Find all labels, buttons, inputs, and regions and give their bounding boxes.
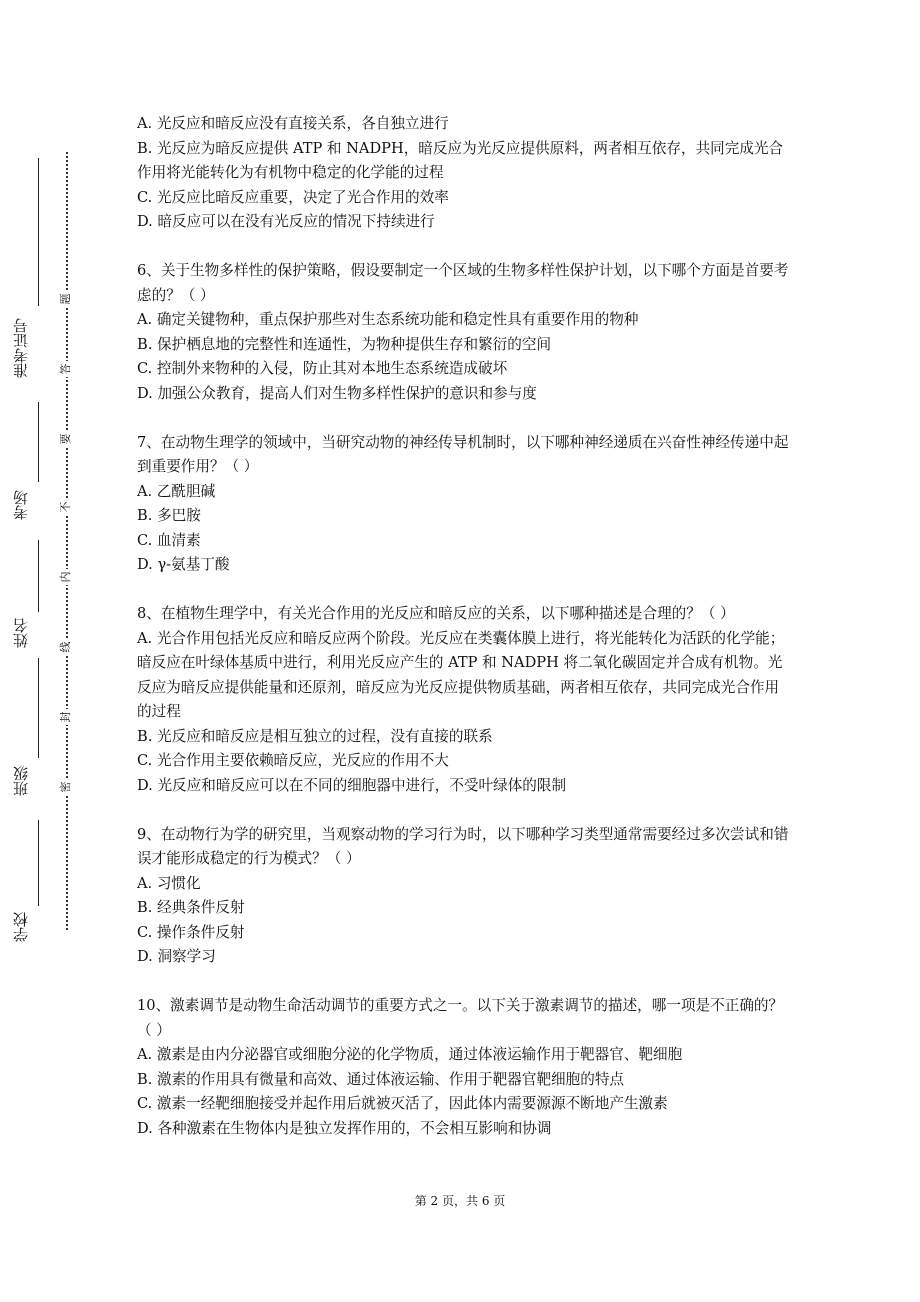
- field-name-line: [38, 540, 39, 612]
- field-class-line: [38, 658, 39, 758]
- option-b: B. 激素的作用具有微量和高效、通过体液运输、作用于靶器官靶细胞的特点: [137, 1070, 625, 1088]
- option-c: C. 操作条件反射: [137, 923, 245, 941]
- field-exam-number-label: 准考证号: [12, 318, 30, 378]
- option-a: A. 光合作用包括光反应和暗反应两个阶段。光反应在类囊体膜上进行，将光能转化为活跃的化学能；暗反应在叶绿体基质中进行，利用光反应产生的 ATP 和 NADPH 将二氧化碳固定并合成有机物。光反应为暗反应提供能量和还原剂，暗反应为光反应提供物质基础，两者相互依存，共同完成光合作用的过程: [137, 629, 785, 720]
- seal-char: 答: [59, 361, 73, 377]
- option-a: A. 激素是由内分泌器官或细胞分泌的化学物质，通过体液运输作用于靶器官、靶细胞: [137, 1046, 683, 1063]
- option-b: B. 光反应为暗反应提供 ATP 和 NADPH，暗反应为光反应提供原料，两者相互依存，共同完成光合作用将光能转化为有机物中稳定的化学能的过程: [137, 139, 784, 181]
- question-6: [137, 259, 793, 406]
- field-exam-room-line: [38, 402, 39, 482]
- option-c: C. 光反应比暗反应重要，决定了光合作用的效率: [137, 188, 449, 206]
- option-c: C. 激素一经靶细胞接受并起作用后就被灭活了，因此体内需要源源不断地产生激素: [137, 1095, 668, 1112]
- option-a: A. 光反应和暗反应没有直接关系，各自独立进行: [137, 115, 449, 132]
- question-stem: 8、在植物生理学中，有关光合作用的光反应和暗反应的关系，以下哪种描述是合理的？（ ）: [137, 605, 735, 622]
- question-stem: 10、激素调节是动物生命活动调节的重要方式之一。以下关于激素调节的描述，哪一项是不正确的？（ ）: [137, 997, 784, 1039]
- page-footer: 第 2 页，共 6 页: [414, 1194, 506, 1208]
- option-c: C. 血清素: [137, 531, 201, 549]
- option-c: C. 光合作用主要依赖暗反应，光反应的作用不大: [137, 752, 449, 769]
- binding-margin: [0, 0, 110, 1302]
- field-exam-number-line: [38, 158, 39, 306]
- seal-char: 内: [59, 569, 73, 585]
- option-a: A. 确定关键物种，重点保护那些对生态系统功能和稳定性具有重要作用的物种: [137, 311, 639, 328]
- seal-char: 封: [59, 709, 73, 725]
- field-school-label: 学校: [12, 912, 30, 942]
- question-continuation: [137, 112, 793, 235]
- seal-dotted-line: [66, 152, 68, 930]
- field-exam-room-label: 考场: [12, 490, 30, 520]
- option-c: C. 控制外来物种的入侵，防止其对本地生态系统造成破坏: [137, 360, 508, 377]
- option-d: D. 光反应和暗反应可以在不同的细胞器中进行，不受叶绿体的限制: [137, 776, 567, 794]
- question-stem: 6、关于生物多样性的保护策略，假设要制定一个区域的生物多样性保护计划，以下哪个方面是首要考虑的？（ ）: [137, 262, 789, 304]
- seal-char: 要: [59, 431, 73, 447]
- option-d: D. 暗反应可以在没有光反应的情况下持续进行: [137, 213, 435, 230]
- option-d: D. 各种激素在生物体内是独立发挥作用的，不会相互影响和协调: [137, 1119, 552, 1137]
- question-content: [137, 112, 793, 1141]
- option-b: B. 经典条件反射: [137, 899, 245, 916]
- option-a: A. 习惯化: [137, 874, 201, 892]
- field-school-line: [38, 820, 39, 906]
- seal-char: 题: [59, 291, 73, 307]
- seal-char: 线: [59, 639, 73, 655]
- question-8: [137, 602, 793, 798]
- option-b: B. 保护栖息地的完整性和连通性，为物种提供生存和繁衍的空间: [137, 335, 552, 353]
- option-d: D. γ-氨基丁酸: [137, 556, 230, 573]
- option-a: A. 乙酰胆碱: [137, 482, 216, 500]
- option-d: D. 加强公众教育，提高人们对生物多样性保护的意识和参与度: [137, 384, 537, 402]
- question-stem: 9、在动物行为学的研究里，当观察动物的学习行为时，以下哪种学习类型通常需要经过多次尝试和错误才能形成稳定的行为模式？（ ）: [137, 825, 789, 867]
- field-name-label: 姓名: [12, 618, 30, 648]
- question-7: [137, 431, 793, 578]
- question-9: [137, 823, 793, 970]
- seal-char: 不: [59, 499, 73, 515]
- option-b: B. 光反应和暗反应是相互独立的过程，没有直接的联系: [137, 727, 493, 745]
- question-10: [137, 994, 793, 1141]
- option-b: B. 多巴胺: [137, 507, 201, 524]
- seal-char: 密: [59, 779, 73, 795]
- field-class-label: 班级: [12, 766, 30, 796]
- question-stem: 7、在动物生理学的领域中，当研究动物的神经传导机制时，以下哪种神经递质在兴奋性神经传递中起到重要作用？（ ）: [137, 433, 789, 475]
- option-d: D. 洞察学习: [137, 948, 216, 965]
